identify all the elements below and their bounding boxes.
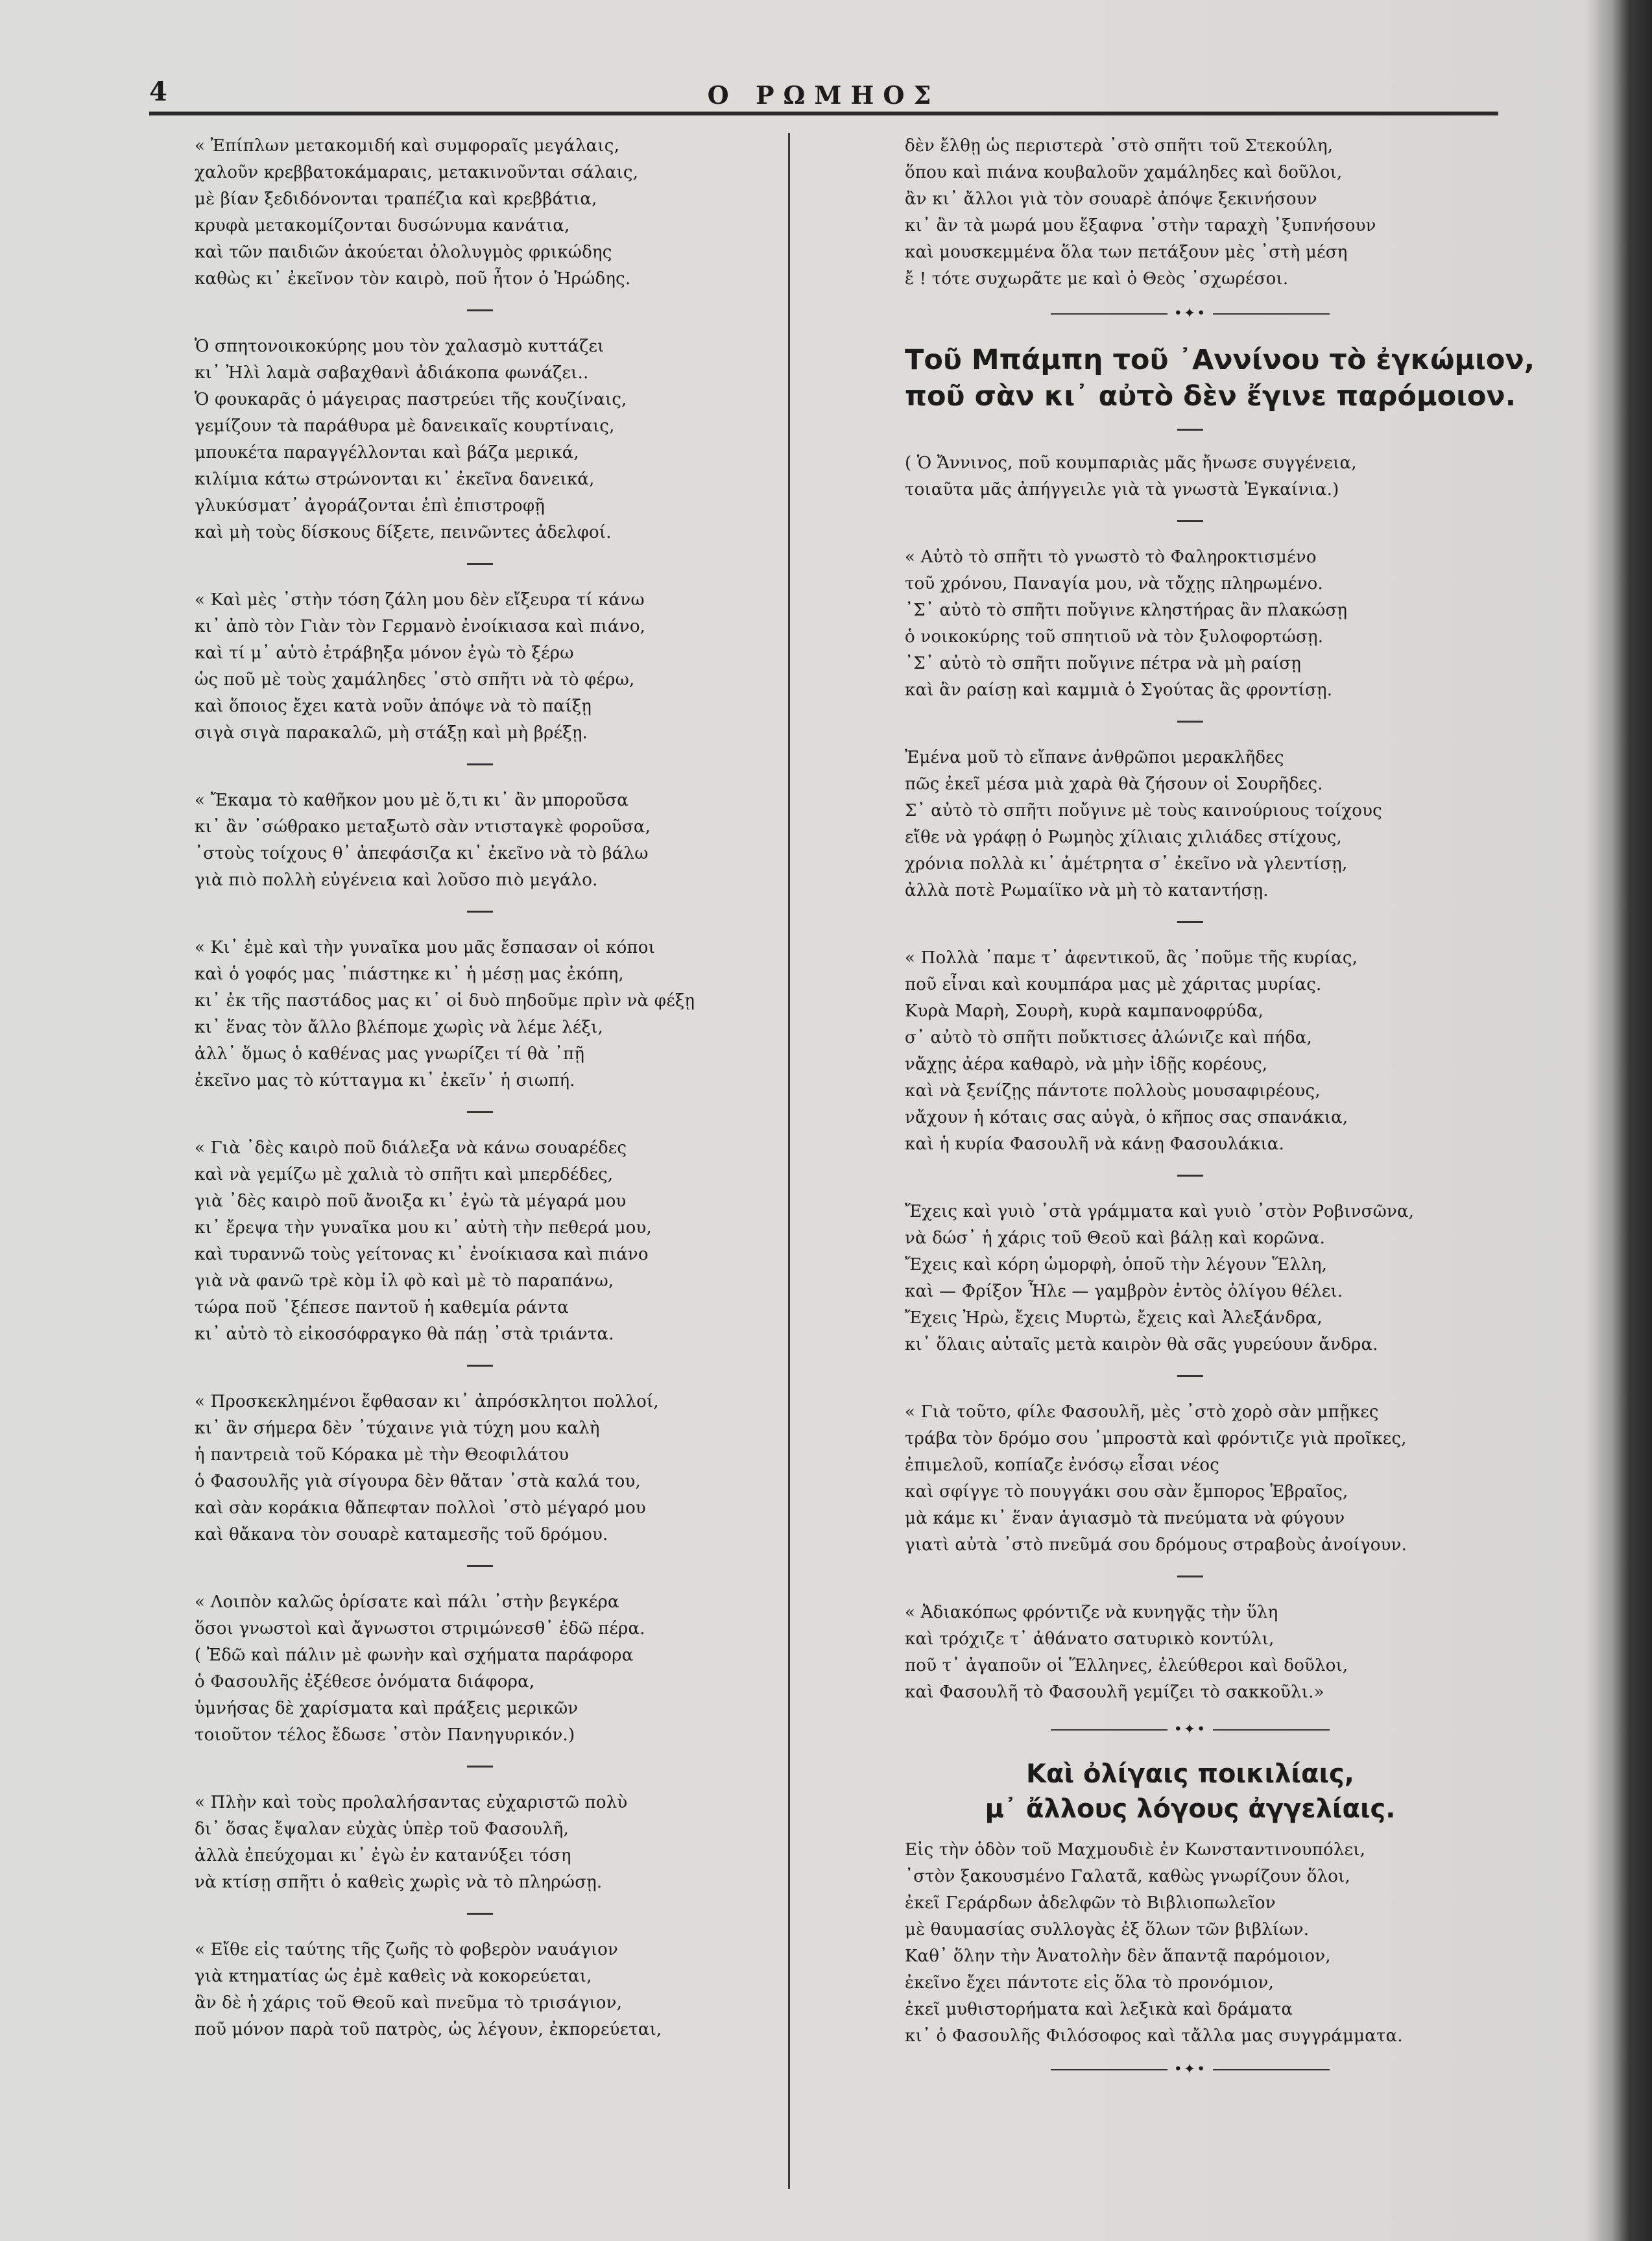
poem-line: « Πολλὰ ᾿παμε τ᾿ ἀφεντικοῦ, ἂς ᾿ποῦμε τῆς κυρίας,: [905, 948, 1358, 968]
poem-line: κι᾿ αὐτὸ τὸ εἰκοσόφραγκο θὰ πάῃ ᾿στὰ τριάντα.: [195, 1324, 614, 1344]
section-heading-announcements: [905, 1756, 1476, 1827]
right-bottom-stanza: [905, 1837, 1476, 2050]
poem-line: ( Ὁ Ἄννινος, ποῦ κουμπαριὰς μᾶς ἤνωσε συγγένεια,: [905, 453, 1357, 473]
poem-line: ᾿Σ᾿ αὐτὸ τὸ σπῆτι ποὔγινε πέτρα νὰ μὴ ραίσῃ: [905, 654, 1302, 673]
poem-line: κι᾿ ἐκ τῆς παστάδος μας κι᾿ οἱ δυὸ πηδοῦμε πρὶν νὰ φέξῃ: [195, 991, 695, 1011]
stanza: [195, 1589, 765, 1749]
stanza-separator: [1177, 721, 1203, 723]
right-mid-stanzas: [905, 450, 1476, 1706]
poem-line: κιλίμια κάτω στρώνονται κι᾿ ἐκεῖνα δανεικά,: [195, 470, 595, 489]
poem-line: « Εἴθε εἰς ταύτης τῆς ζωῆς τὸ φοβερὸν ναυάγιον: [195, 1940, 619, 1959]
poem-line: μπουκέτα παραγγέλλονται καὶ βάζα μερικά,: [195, 443, 579, 462]
stanza: [195, 1389, 765, 1548]
ornament-divider: •✦•: [905, 1720, 1476, 1740]
poem-line: κι᾿ ἂν σήμερα δὲν ᾿τύχαινε γιὰ τύχη μου καλὴ: [195, 1419, 600, 1438]
stanza: [905, 544, 1476, 704]
heading-line: Καὶ ὀλίγαις ποικιλίαις,: [1026, 1759, 1354, 1789]
poem-line: « Ἐπίπλων μετακομιδή καὶ συμφοραῖς μεγάλαις,: [195, 136, 620, 156]
header-rule: [149, 112, 1498, 115]
poem-line: Καθ᾿ ὅλην τὴν Ἀνατολὴν δὲν ἅπαντᾷ παρόμοιον,: [905, 1947, 1331, 1966]
poem-line: σιγὰ σιγὰ παρακαλῶ, μὴ στάξῃ καὶ μὴ βρέξῃ.: [195, 723, 588, 743]
poem-line: γεμίζουν τὰ παράθυρα μὲ δανεικαῖς κουρτίναις,: [195, 416, 615, 436]
stanza-separator: [467, 1766, 493, 1768]
poem-line: Ὁ φουκαρᾶς ὁ μάγειρας παστρεύει τῆς κουζίναις,: [195, 390, 627, 409]
poem-line: « Προσκεκλημένοι ἔφθασαν κι᾿ ἀπρόσκλητοι πολλοί,: [195, 1392, 659, 1411]
poem-line: τράβα τὸν δρόμο σου ᾿μπροστὰ καὶ φρόντιζε γιὰ προῖκες,: [905, 1429, 1407, 1448]
poem-line: κρυφὰ μετακομίζονται δυσώνυμα κανάτια,: [195, 216, 570, 235]
poem-line: Ἔχεις καὶ κόρη ὡμορφὴ, ὁποῦ τὴν λέγουν Ἕλλη,: [905, 1255, 1328, 1275]
poem-line: « Αὐτὸ τὸ σπῆτι τὸ γνωστὸ τὸ Φαληροκτισμένο: [905, 547, 1317, 567]
poem-line: καὶ ἂν ραίσῃ καὶ καμμιὰ ὁ Σγούτας ἂς φροντίσῃ.: [905, 680, 1333, 700]
stanza: [905, 1399, 1476, 1559]
heading-line: μ᾿ ἄλλους λόγους ἀγγελίαις.: [985, 1794, 1396, 1824]
poem-line: « Λοιπὸν καλῶς ὁρίσατε καὶ πάλι ᾿στὴν βεγκέρα: [195, 1592, 619, 1612]
poem-line: χρόνια πολλὰ κι᾿ ἀμέτρητα σ᾿ ἐκεῖνο νὰ γλεντίσῃ,: [905, 854, 1348, 874]
stanza: [195, 1135, 765, 1348]
poem-line: ἐπιμελοῦ, κοπίαζε ἐνόσῳ εἶσαι νέος: [905, 1456, 1219, 1475]
poem-line: πῶς ἐκεῖ μέσα μιὰ χαρὰ θὰ ζήσουν οἱ Σουρῆδες.: [905, 774, 1323, 794]
poem-line: γιὰ κτηματίας ὡς ἐμὲ καθεὶς νὰ κοκορεύεται,: [195, 1967, 592, 1986]
poem-line: ἂν δὲ ἡ χάρις τοῦ Θεοῦ καὶ πνεῦμα τὸ τρισάγιον,: [195, 1993, 623, 2013]
poem-line: γιὰ πιὸ πολλὴ εὐγένεια καὶ λοῦσο πιὸ μεγάλο.: [195, 870, 598, 890]
stanza-separator: [467, 1913, 493, 1915]
poem-line: ἐκεῖ μυθιστορήματα καὶ λεξικὰ καὶ δράματα: [905, 2000, 1293, 2019]
poem-line: Εἰς τὴν ὁδὸν τοῦ Μαχμουδιὲ ἐν Κωνσταντινουπόλει,: [905, 1840, 1366, 1860]
poem-line: ὅπου καὶ πιάνα κουβαλοῦν χαμάληδες καὶ δοῦλοι,: [905, 163, 1343, 182]
poem-line: ᾿στοὺς τοίχους θ᾿ ἀπεφάσιζα κι᾿ ἐκεῖνο νὰ τὸ βάλω: [195, 844, 649, 863]
masthead: [149, 77, 1498, 115]
poem-line: τώρα ποῦ ᾿ξέπεσε παντοῦ ἡ καθεμία ράντα: [195, 1298, 569, 1317]
poem-line: ὅσοι γνωστοὶ καὶ ἄγνωστοι στριμώνεσθ᾿ ἐδῶ πέρα.: [195, 1619, 645, 1638]
newspaper-title: Ο ΡΩΜΗΟΣ: [707, 80, 940, 110]
poem-line: κι᾿ ἂν ᾿σώθρακο μεταξωτὸ σὰν ντισταγκὲ φοροῦσα,: [195, 817, 651, 837]
section-heading-annino: [905, 342, 1535, 414]
stanza: [195, 787, 765, 894]
poem-line: ὁ νοικοκύρης τοῦ σπητιοῦ νὰ τὸν ξυλοφορτώσῃ.: [905, 627, 1324, 647]
poem-line: « Ἀδιακόπως φρόντιζε νὰ κυνηγᾷς τὴν ὕλη: [905, 1603, 1278, 1622]
stanza-separator: [467, 1365, 493, 1367]
ornament-divider: •✦•: [905, 2060, 1476, 2079]
stanza-separator: [467, 911, 493, 913]
poem-line: ἡ παντρειὰ τοῦ Κόρακα μὲ τὴν Θεοφιλάτου: [195, 1445, 569, 1465]
poem-line: σ᾿ αὐτὸ τὸ σπῆτι ποὔκτισες ἀλώνιζε καὶ πήδα,: [905, 1028, 1312, 1048]
stanza-separator: [467, 1111, 493, 1113]
poem-line: κι᾿ ὅλαις αὐταῖς μετὰ καιρὸν θὰ σᾶς γυρεύουν ἄνδρα.: [905, 1335, 1378, 1354]
poem-line: καὶ σφίγγε τὸ πουγγάκι σου σὰν ἔμπορος Ἑβραῖος,: [905, 1482, 1348, 1502]
poem-line: ἔ ! τότε συχωρᾶτε με καὶ ὁ Θεὸς ᾿σχωρέσοι.: [905, 269, 1289, 289]
poem-line: καὶ θἄκανα τὸν σουαρὲ καταμεσῆς τοῦ δρόμου.: [195, 1525, 608, 1544]
stanza-separator: [467, 1565, 493, 1567]
right-column: [905, 133, 1535, 2094]
short-dash: [1177, 429, 1203, 431]
poem-line: μὰ κάμε κι᾿ ἕναν ἁγιασμὸ τὰ πνεύματα νὰ φύγουν: [905, 1509, 1345, 1528]
poem-line: νἄχῃς ἀέρα καθαρὸ, νὰ μὴν ἰδῇς κορέους,: [905, 1055, 1268, 1074]
poem-line: Ὁ σπητονοικοκύρης μου τὸν χαλασμὸ κυττάζει: [195, 337, 605, 356]
stanza-separator: [467, 763, 493, 765]
stanza-separator: [1177, 921, 1203, 923]
poem-line: εἴθε νὰ γράφῃ ὁ Ρωμηὸς χίλιαις χιλιάδες στίχους,: [905, 828, 1342, 847]
poem-line: καθὼς κι᾿ ἐκεῖνον τὸν καιρὸ, ποῦ ἦτον ὁ Ἡρώδης.: [195, 269, 631, 289]
heading-line: ποῦ σὰν κι᾿ αὐτὸ δὲν ἔγινε παρόμοιον.: [905, 380, 1516, 413]
poem-line: κι᾿ ἔρεψα τὴν γυναῖκα μου κι᾿ αὐτὴ τὴν πεθερά μου,: [195, 1218, 652, 1238]
poem-line: ἐκεῖ Γεράρδων ἀδελφῶν τὸ Βιβλιοπωλεῖον: [905, 1893, 1276, 1913]
poem-line: « Γιὰ τοῦτο, φίλε Φασουλῆ, μὲς ᾿στὸ χορὸ σὰν μπῇκες: [905, 1402, 1379, 1422]
poem-line: ὑμνήσας δὲ χαρίσματα καὶ πράξεις μερικῶν: [195, 1699, 579, 1718]
poem-line: μὲ βίαν ξεδιδόνονται τραπέζια καὶ κρεββάτια,: [195, 189, 597, 209]
poem-line: κι᾿ Ἠλὶ λαμὰ σαβαχθανὶ ἀδιάκοπα φωνάζει..: [195, 363, 589, 383]
poem-line: καὶ νὰ γεμίζω μὲ χαλιὰ τὸ σπῆτι καὶ μπερδέδες,: [195, 1165, 614, 1184]
poem-line: ποῦ μόνον παρὰ τοῦ πατρὸς, ὡς λέγουν, ἐκπορεύεται,: [195, 2020, 662, 2039]
poem-line: ἐκεῖνο μας τὸ κύτταγμα κι᾿ ἐκεῖν᾿ ἡ σιωπή.: [195, 1071, 575, 1090]
poem-line: καὶ σὰν κοράκια θἄπεφταν πολλοὶ ᾿στὸ μέγαρό μου: [195, 1498, 646, 1518]
poem-line: τοιαῦτα μᾶς ἀπήγγειλε γιὰ τὰ γνωστὰ Ἐγκαίνια.): [905, 480, 1339, 499]
poem-line: ἀλλὰ ἐπεύχομαι κι᾿ ἐγὼ ἐν κατανύξει τόση: [195, 1846, 571, 1865]
poem-line: καὶ ἡ κυρία Φασουλῆ νὰ κάνῃ Φασουλάκια.: [905, 1134, 1285, 1154]
left-column: [195, 133, 765, 2043]
stanza: [195, 133, 765, 293]
poem-line: μὲ θαυμασίας συλλογὰς ἐξ ὅλων τῶν βιβλίων.: [905, 1920, 1310, 1939]
poem-line: καὶ τῶν παιδιῶν ἀκούεται ὀλολυγμὸς φρικώδης: [195, 243, 612, 262]
poem-line: Ἔχεις Ἠρὼ, ἔχεις Μυρτὼ, ἔχεις καὶ Ἀλεξάνδρα,: [905, 1308, 1323, 1328]
stanza: [195, 587, 765, 747]
stanza-separator: [1177, 1175, 1203, 1177]
column-divider: [788, 133, 790, 2189]
poem-line: κι᾿ ἂν τὰ μωρά μου ἔξαφνα ᾿στὴν ταραχὴ ᾿ξυπνήσουν: [905, 216, 1376, 235]
poem-line: καὶ ὅποιος ἔχει κατὰ νοῦν ἀπόψε νὰ τὸ παίξῃ: [195, 697, 592, 716]
poem-line: γιὰ ᾿δὲς καιρὸ ποῦ ἄνοιξα κι᾿ ἐγὼ τὰ μέγαρά μου: [195, 1192, 627, 1211]
poem-line: Ἐμένα μοῦ τὸ εἴπανε ἀνθρῶποι μερακλῆδες: [905, 748, 1284, 767]
poem-line: καὶ — Φρίξον Ἦλε — γαμβρὸν ἐντὸς ὀλίγου θέλει.: [905, 1282, 1343, 1301]
poem-line: ἐκεῖνο ἔχει πάντοτε εἰς ὅλα τὸ προνόμιον,: [905, 1973, 1275, 1993]
poem-line: γλυκύσματ᾿ ἀγοράζονται ἐπὶ ἐπιστροφῇ: [195, 496, 545, 516]
poem-line: « Καὶ μὲς ᾿στὴν τόση ζάλη μου δὲν εἴξευρα τί κάνω: [195, 590, 645, 610]
poem-line: κι᾿ ἀπὸ τὸν Γιὰν τὸν Γερμανὸ ἐνοίκιασα καὶ πιάνο,: [195, 617, 646, 636]
poem-line: « Γιὰ ᾿δὲς καιρὸ ποῦ διάλεξα νὰ κάνω σουαρέδες: [195, 1138, 627, 1158]
poem-line: δὲν ἔλθῃ ὡς περιστερὰ ᾿στὸ σπῆτι τοῦ Στεκούλη,: [905, 136, 1334, 156]
poem-line: καὶ μουσκεμμένα ὅλα των πετάξουν μὲς ᾿στὴ μέση: [905, 243, 1348, 262]
stanza-separator: [467, 309, 493, 311]
poem-line: ποῦ εἶναι καὶ κουμπάρα μας μὲ χάριτας μυρίας.: [905, 975, 1322, 994]
stanza-separator: [1177, 520, 1203, 522]
poem-line: καὶ τρόχιζε τ᾿ ἀθάνατο σατυρικὸ κοντύλι,: [905, 1629, 1275, 1649]
stanza: [905, 1199, 1476, 1358]
poem-line: καὶ ὁ γοφός μας ᾿πιάστηκε κι᾿ ἡ μέσῃ μας ἐκόπη,: [195, 965, 624, 984]
poem-line: Ἔχεις καὶ γυιὸ ᾿στὰ γράμματα καὶ γυιὸ ᾿στὸν Ροβινσῶνα,: [905, 1202, 1415, 1221]
poem-line: γιατὶ αὐτὰ ᾿στὸ πνεῦμά σου δρόμους στραβοὺς ἀνοίγουν.: [905, 1535, 1407, 1555]
stanza: [195, 1790, 765, 1896]
poem-line: νὰ κτίσῃ σπῆτι ὁ καθεὶς χωρὶς νὰ τὸ πληρώσῃ.: [195, 1873, 603, 1892]
poem-line: καὶ τί μ᾿ αὐτὸ ἐτράβηξα μόνον ἐγὼ τὸ ξέρω: [195, 643, 574, 663]
poem-line: ἀλλὰ ποτὲ Ρωμαίϊκο νὰ μὴ τὸ καταντήσῃ.: [905, 881, 1269, 900]
poem-line: « Κι᾿ ἐμὲ καὶ τὴν γυναῖκα μου μᾶς ἔσπασαν οἱ κόποι: [195, 938, 655, 957]
stanza-separator: [1177, 1375, 1203, 1377]
stanza-separator: [467, 563, 493, 565]
stanza: [905, 745, 1476, 904]
poem-line: κι᾿ ἕνας τὸν ἄλλο βλέπομε χωρὶς νὰ λέμε λέξι,: [195, 1018, 603, 1037]
stanza: [905, 450, 1476, 503]
poem-line: « Ἔκαμα τὸ καθῆκον μου μὲ ὅ,τι κι᾿ ἂν μποροῦσα: [195, 791, 628, 810]
stanza: [905, 1600, 1476, 1706]
poem-line: Σ᾿ αὐτὸ τὸ σπῆτι ποὔγινε μὲ τοὺς καινούριους τοίχους: [905, 801, 1382, 821]
poem-line: ( Ἐδῶ καὶ πάλιν μὲ φωνὴν καὶ σχήματα παράφορα: [195, 1646, 634, 1665]
stanza: [905, 945, 1476, 1158]
poem-line: « Πλὴν καὶ τοὺς προλαλήσαντας εὐχαριστῶ πολὺ: [195, 1793, 628, 1812]
poem-line: τοιοῦτον τέλος ἔδωσε ᾿στὸν Πανηγυρικόν.): [195, 1725, 575, 1745]
poem-line: χαλοῦν κρεββατοκάμαραις, μετακινοῦνται σάλαις,: [195, 163, 639, 182]
stanza: [195, 1937, 765, 2043]
poem-line: κι᾿ ὁ Φασουλῆς Φιλόσοφος καὶ τἄλλα μας συγγράμματα.: [905, 2026, 1403, 2046]
right-top-stanza: [905, 133, 1476, 293]
poem-line: ὁ Φασουλῆς ἐξέθεσε ὀνόματα διάφορα,: [195, 1672, 535, 1692]
stanza: [195, 935, 765, 1094]
stanza: [195, 333, 765, 546]
heading-line: Τοῦ Μπάμπη τοῦ ᾿Αννίνου τὸ ἐγκώμιον,: [905, 344, 1535, 376]
poem-line: ὡς ποῦ μὲ τοὺς χαμάληδες ᾿στὸ σπῆτι νὰ τὸ φέρω,: [195, 670, 635, 689]
poem-line: καὶ τυραννῶ τοὺς γείτονας κι᾿ ἐνοίκιασα καὶ πιάνο: [195, 1245, 649, 1264]
poem-line: καὶ μὴ τοὺς δίσκους δίξετε, πεινῶντες ἀδελφοί.: [195, 523, 612, 542]
poem-line: Κυρὰ Μαρὴ, Σουρὴ, κυρὰ καμπανοφρύδα,: [905, 1001, 1264, 1021]
poem-line: νὰ δώσ᾿ ἡ χάρις τοῦ Θεοῦ καὶ βάλῃ καὶ κορῶνα.: [905, 1228, 1326, 1248]
poem-line: ᾿Σ᾿ αὐτὸ τὸ σπῆτι ποὔγινε κληστήρας ἂν πλακώσῃ: [905, 601, 1348, 620]
poem-line: καὶ Φασουλῆ τὸ Φασουλῆ γεμίζει τὸ σακκοῦλι.»: [905, 1683, 1324, 1702]
poem-line: νἄχουν ἡ κόταις σας αὐγὰ, ὁ κῆπος σας σπανάκια,: [905, 1108, 1348, 1127]
poem-line: ποῦ τ᾿ ἀγαποῦν οἱ Ἕλληνες, ἐλεύθεροι καὶ δοῦλοι,: [905, 1656, 1348, 1675]
poem-line: τοῦ χρόνου, Παναγία μου, νὰ τὄχῃς πληρωμένο.: [905, 574, 1323, 593]
ornament-divider: •✦•: [905, 304, 1476, 324]
poem-line: καὶ νὰ ξενίζῃς πάντοτε πολλοὺς μουσαφιρέους,: [905, 1081, 1321, 1101]
page-number: 4: [149, 77, 167, 107]
stanza-separator: [1177, 1576, 1203, 1577]
poem-line: ἂν κι᾿ ἄλλοι γιὰ τὸν σουαρὲ ἀπόψε ξεκινήσουν: [905, 189, 1317, 209]
poem-line: ἀλλ᾿ ὅμως ὁ καθένας μας γνωρίζει τί θὰ ᾿πῇ: [195, 1044, 585, 1064]
poem-line: γιὰ νὰ φανῶ τρὲ κὸμ ἰλ φὸ καὶ μὲ τὸ παραπάνω,: [195, 1271, 614, 1291]
poem-line: δι᾿ ὅσας ἔψαλαν εὐχὰς ὑπὲρ τοῦ Φασουλῆ,: [195, 1819, 569, 1839]
poem-line: ὁ Φασουλῆς γιὰ σίγουρα δὲν θἄταν ᾿στὰ καλά του,: [195, 1472, 641, 1491]
poem-line: ᾿στὸν ξακουσμένο Γαλατᾶ, καθὼς γνωρίζουν ὅλοι,: [905, 1867, 1350, 1886]
